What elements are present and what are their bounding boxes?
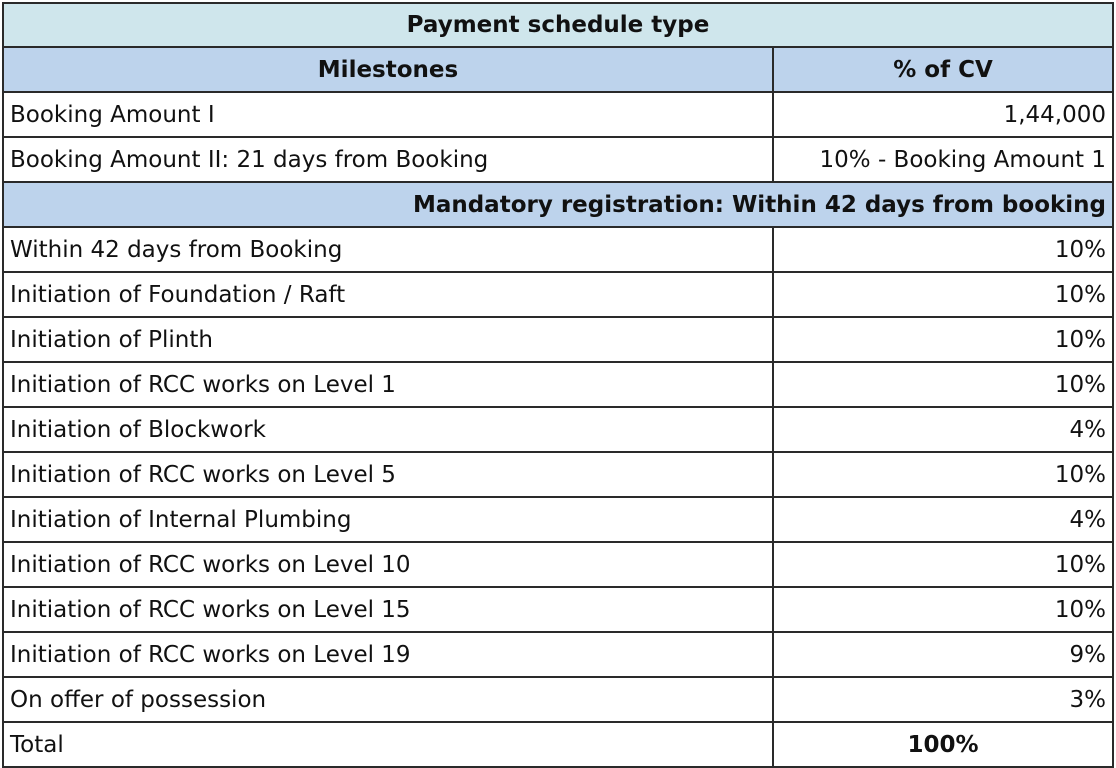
table-row [3, 137, 1113, 182]
title-row [3, 3, 1113, 47]
milestones-header: Milestones [3, 47, 773, 92]
total-label: Total [3, 722, 773, 767]
percent-header: % of CV [773, 47, 1113, 92]
payment-schedule-table [2, 2, 1114, 768]
milestone-cell: Booking Amount I [3, 92, 773, 137]
value-cell: 10% [773, 542, 1113, 587]
value-cell: 10% - Booking Amount 1 [773, 137, 1113, 182]
milestone-cell: Initiation of RCC works on Level 5 [3, 452, 773, 497]
table-row [3, 272, 1113, 317]
table-row [3, 632, 1113, 677]
table-row [3, 227, 1113, 272]
section-header: Mandatory registration: Within 42 days from booking [3, 182, 1113, 227]
milestone-cell: Initiation of Blockwork [3, 407, 773, 452]
milestone-cell: Initiation of RCC works on Level 15 [3, 587, 773, 632]
table-row [3, 92, 1113, 137]
milestone-cell: Initiation of RCC works on Level 10 [3, 542, 773, 587]
milestone-cell: On offer of possession [3, 677, 773, 722]
value-cell: 10% [773, 587, 1113, 632]
milestone-cell: Booking Amount II: 21 days from Booking [3, 137, 773, 182]
value-cell: 10% [773, 362, 1113, 407]
table-row [3, 587, 1113, 632]
table-title: Payment schedule type [3, 3, 1113, 47]
value-cell: 3% [773, 677, 1113, 722]
table-row [3, 407, 1113, 452]
value-cell: 9% [773, 632, 1113, 677]
value-cell: 10% [773, 317, 1113, 362]
table-row [3, 317, 1113, 362]
value-cell: 4% [773, 497, 1113, 542]
value-cell: 1,44,000 [773, 92, 1113, 137]
total-value: 100% [773, 722, 1113, 767]
total-row [3, 722, 1113, 767]
milestone-cell: Initiation of RCC works on Level 19 [3, 632, 773, 677]
milestone-cell: Initiation of Foundation / Raft [3, 272, 773, 317]
value-cell: 10% [773, 452, 1113, 497]
value-cell: 4% [773, 407, 1113, 452]
milestone-cell: Initiation of Internal Plumbing [3, 497, 773, 542]
table-row [3, 362, 1113, 407]
milestone-cell: Within 42 days from Booking [3, 227, 773, 272]
milestone-cell: Initiation of Plinth [3, 317, 773, 362]
value-cell: 10% [773, 227, 1113, 272]
value-cell: 10% [773, 272, 1113, 317]
section-header-row [3, 182, 1113, 227]
table-row [3, 542, 1113, 587]
milestone-cell: Initiation of RCC works on Level 1 [3, 362, 773, 407]
table-row [3, 452, 1113, 497]
table-row [3, 497, 1113, 542]
column-header-row [3, 47, 1113, 92]
table-row [3, 677, 1113, 722]
